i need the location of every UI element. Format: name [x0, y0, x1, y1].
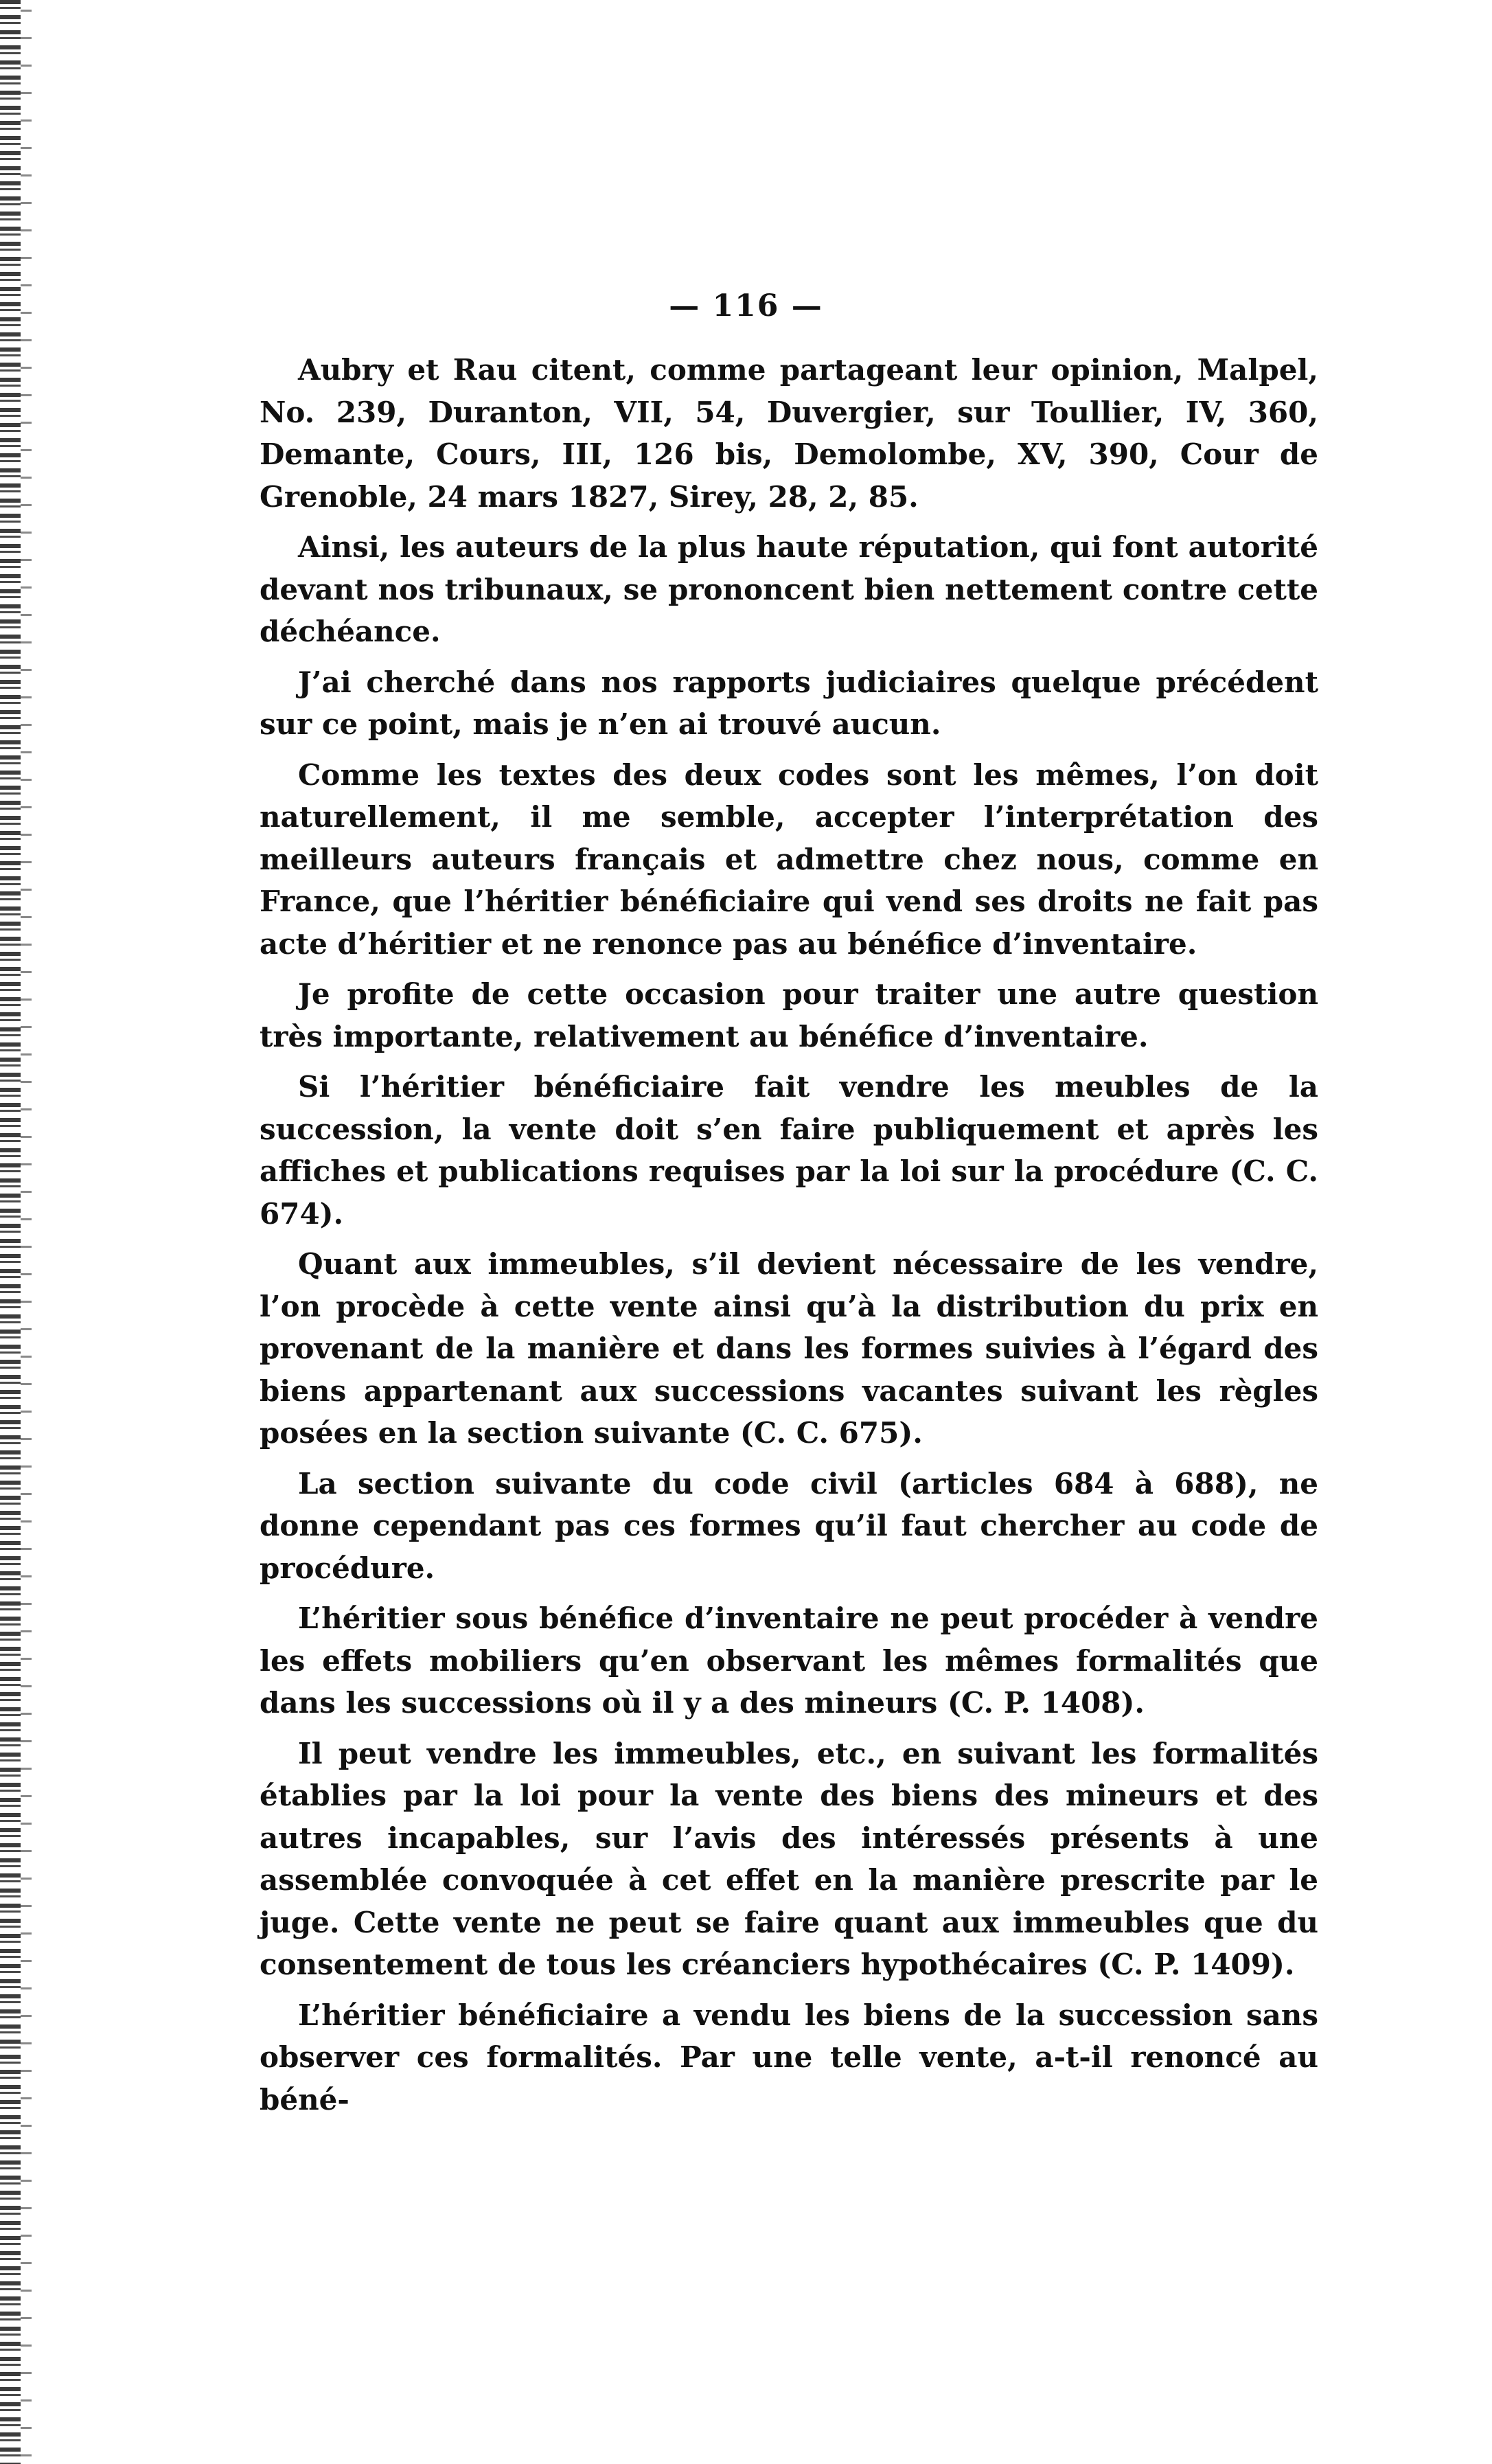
paragraph-9: L’héritier sous bénéfice d’inventaire ne peut procéder à vendre les effets mobiliers qu’en observant les mêmes formalités que dans les successions où il y a des mineurs (C. P. 1408). — [260, 1601, 1318, 1720]
paragraph-4: Comme les textes des deux codes sont les mêmes, l’on doit naturellement, il me semble, accepter l’interprétation des meilleurs auteurs français et admettre chez nous, comme en France, que l’héritier bénéficiaire qui vend ses droits ne fait pas acte d’héritier et ne renonce pas au bénéfice d’inventaire. — [260, 757, 1318, 961]
page-number: — 116 — — [669, 288, 823, 323]
paragraph-8: La section suivante du code civil (articles 684 à 688), ne donne cependant pas ces formes qu’il faut chercher au code de procédure. — [260, 1466, 1318, 1585]
paragraph-5: Je profite de cette occasion pour traiter une autre question très importante, relativement au bénéfice d’inventaire. — [260, 977, 1318, 1053]
paragraph-3: J’ai cherché dans nos rapports judiciaires quelque précédent sur ce point, mais je n’en ai trouvé aucun. — [260, 665, 1318, 741]
page-binding-edge — [0, 0, 21, 2464]
page-binding-shadow — [21, 0, 32, 2464]
paragraph-2: Ainsi, les auteurs de la plus haute réputation, qui font autorité devant nos tribunaux, se prononcent bien nettement contre cette déchéance. — [260, 530, 1318, 648]
paragraph-6: Si l’héritier bénéficiaire fait vendre les meubles de la succession, la vente doit s’en faire publiquement et après les affiches et publications requises par la loi sur la procédure (C. C. 674). — [260, 1070, 1318, 1231]
paragraph-10: Il peut vendre les immeubles, etc., en suivant les formalités établies par la loi pour la vente des biens des mineurs et des autres incapables, sur l’avis des intéressés présents à une assemblée convoquée à cet effet en la manière prescrite par le juge. Cette vente ne peut se faire quant aux immeubles que du consentement de tous les créanciers hypothécaires (C. P. 1409). — [260, 1736, 1318, 1981]
body-text — [260, 349, 1318, 2129]
paragraph-7: Quant aux immeubles, s’il devient nécessaire de les vendre, l’on procède à cette vente ainsi qu’à la distribution du prix en provenant de la manière et dans les formes suivies à l’égard des biens appartenant aux successions vacantes suivant les règles posées en la section suivante (C. C. 675). — [260, 1247, 1318, 1450]
paragraph-1: Aubry et Rau citent, comme partageant leur opinion, Malpel, No. 239, Duranton, VII, 54, Duvergier, sur Toullier, IV, 360, Demante, Cours, III, 126 bis, Demolombe, XV, 390, Cour de Grenoble, 24 mars 1827, Sirey, 28, 2, 85. — [260, 353, 1318, 514]
paragraph-11: L’héritier bénéficiaire a vendu les biens de la succession sans observer ces formalités. Par une telle vente, a-t-il renoncé au béné- — [260, 1998, 1318, 2117]
